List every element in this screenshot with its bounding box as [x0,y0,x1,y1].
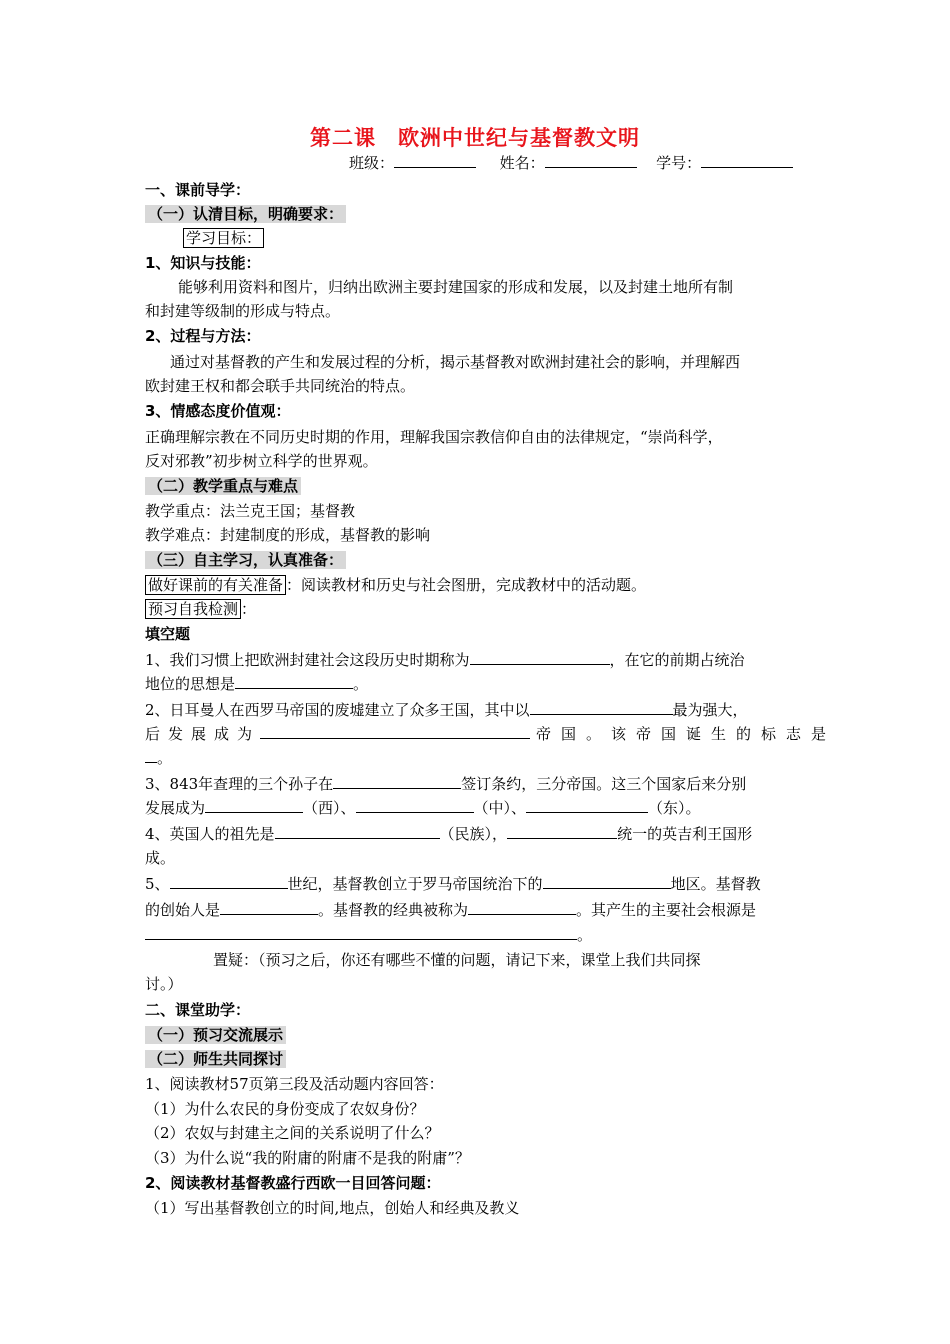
q3-text-d: （西）、 [303,799,356,817]
section-key-points: （二）教学重点与难点 [145,477,301,495]
process-text-1: 通过对基督教的产生和发展过程的分析，揭示基督教对欧洲封建社会的影响，并理解西 [170,353,741,371]
q3-text-a: 3、843年查理的三个孙子在 [145,775,334,793]
q2-blank-1[interactable] [530,700,673,715]
q5-text-e: 。基督教的经典被称为 [318,901,469,919]
student-info-line [349,153,793,173]
question-3-line-2 [145,798,701,818]
doubt-text-2: 讨。） [145,975,183,993]
read-1-q1: （1）为什么农民的身份变成了农奴身份？ [145,1100,425,1118]
section-goals: （一）认清目标，明确要求： [145,205,346,223]
q1-text-b: ，在它的前期占统治 [609,651,745,669]
question-5-line-2 [145,900,756,920]
class-blank[interactable] [394,153,476,168]
q1-blank-1[interactable] [470,650,610,665]
q1-text-a: 1、我们习惯上把欧洲封建社会这段历史时期称为 [145,651,470,669]
q4-blank-2[interactable] [507,824,617,839]
q2-text-d: 帝国。该帝国诞生的标志是 [536,725,837,743]
process-text-2: 欧封建王权和都会联手共同统治的特点。 [145,377,416,395]
q5-blank-1[interactable] [170,874,288,889]
read-1: 1、阅读教材57页第三段及活动题内容回答： [145,1075,444,1093]
q5-blank-4[interactable] [468,900,576,915]
knowledge-heading: 1、知识与技能： [145,254,261,272]
question-1-line-2 [145,674,368,694]
q5-blank-3[interactable] [220,900,318,915]
section-self-study: （三）自主学习，认真准备： [145,551,346,569]
q5-text-a: 5、 [145,875,170,893]
read-1-q2: （2）农奴与封建主之间的关系说明了什么？ [145,1124,440,1142]
knowledge-text-1: 能够利用资料和图片，归纳出欧洲主要封建国家的形成和发展，以及封建土地所有制 [178,278,734,296]
part1-heading: 一、课前导学： [145,181,251,199]
fill-heading: 填空题 [145,625,191,643]
prep-text: ：阅读教材和历史与社会图册，完成教材中的活动题。 [286,576,647,594]
q5-text-g: 。 [577,926,593,944]
q5-blank-2[interactable] [543,874,671,889]
prep-line [145,575,646,595]
emotion-heading: 3、情感态度价值观： [145,402,291,420]
q5-text-d: 的创始人是 [145,901,221,919]
key-point: 教学重点：法兰克王国；基督教 [145,502,356,520]
q5-text-f: 。其产生的主要社会根源是 [576,901,757,919]
q3-blank-1[interactable] [333,774,461,789]
q3-text-e: （中）、 [473,799,527,817]
q1-text-d: 。 [353,675,369,693]
q2-text-a: 2、日耳曼人在西罗马帝国的废墟建立了众多王国，其中以 [145,701,530,719]
check-line [145,599,256,619]
question-4-line-1 [145,824,752,844]
question-5-line-1 [145,874,761,894]
process-heading: 2、过程与方法： [145,327,261,345]
emotion-text-1: 正确理解宗教在不同历史时期的作用，理解我国宗教信仰自由的法律规定，“崇尚科学， [145,428,723,446]
question-2-line-3 [145,748,172,768]
q5-text-c: 地区。基督教 [670,875,761,893]
difficult-point: 教学难点：封建制度的形成，基督教的影响 [145,526,431,544]
q3-text-c: 发展成为 [145,799,206,817]
read-1-q3: （3）为什么说“我的附庸的附庸不是我的附庸”？ [145,1149,470,1167]
q4-text-a: 4、英国人的祖先是 [145,825,275,843]
q4-blank-1[interactable] [275,824,440,839]
goal-box: 学习目标： [183,228,264,248]
doubt-text-1: 置疑：（预习之后，你还有哪些不懂的问题，请记下来，课堂上我们共同探 [213,951,701,969]
q3-blank-2[interactable] [205,798,303,813]
q3-text-b: 签订条约，三分帝国。这三个国家后来分别 [461,775,747,793]
name-blank[interactable] [545,153,637,168]
question-2-line-1 [145,700,748,720]
part2-heading: 二、课堂助学： [145,1001,251,1019]
question-5-line-3 [145,925,592,945]
question-1-line-1 [145,650,745,670]
q2-text-c: 后发展成为 [145,725,261,743]
check-box: 预习自我检测 [145,599,241,619]
emotion-text-2: 反对邪教”初步树立科学的世界观。 [145,452,378,470]
q2-blank-2[interactable] [260,724,530,739]
class-label: 班级： [349,154,395,172]
read-2: 2、阅读教材基督教盛行西欧一目回答问题： [145,1174,441,1192]
q4-text-c: 统一的英吉利王国形 [617,825,753,843]
q2-text-b: 最为强大， [672,701,748,719]
q1-text-c: 地位的思想是 [145,675,236,693]
q5-blank-5[interactable] [145,925,577,940]
question-2-line-2 [145,724,836,744]
id-label: 学号： [656,154,702,172]
section-discussion: （二）师生共同探讨 [145,1050,286,1068]
q3-blank-4[interactable] [526,798,648,813]
knowledge-text-2: 和封建等级制的形成与特点。 [145,302,341,320]
name-label: 姓名： [499,154,545,172]
read-2-q1: （1）写出基督教创立的时间,地点，创始人和经典及教义 [145,1199,520,1217]
q4-text-b: （民族）， [439,825,508,843]
q3-blank-3[interactable] [356,798,474,813]
prep-box: 做好课前的有关准备 [145,575,286,595]
page-title: 第二课 欧洲中世纪与基督教文明 [310,126,640,150]
section-preview-exchange: （一）预习交流展示 [145,1026,286,1044]
q5-text-b: 世纪，基督教创立于罗马帝国统治下的 [287,875,543,893]
q2-blank-3[interactable] [145,748,157,763]
q2-text-e: 。 [157,749,173,767]
q1-blank-2[interactable] [235,674,353,689]
question-4-line-2: 成。 [145,849,176,867]
question-3-line-1 [145,774,746,794]
q3-text-f: （东）。 [648,799,701,817]
check-colon: ： [241,600,257,618]
id-blank[interactable] [701,153,793,168]
